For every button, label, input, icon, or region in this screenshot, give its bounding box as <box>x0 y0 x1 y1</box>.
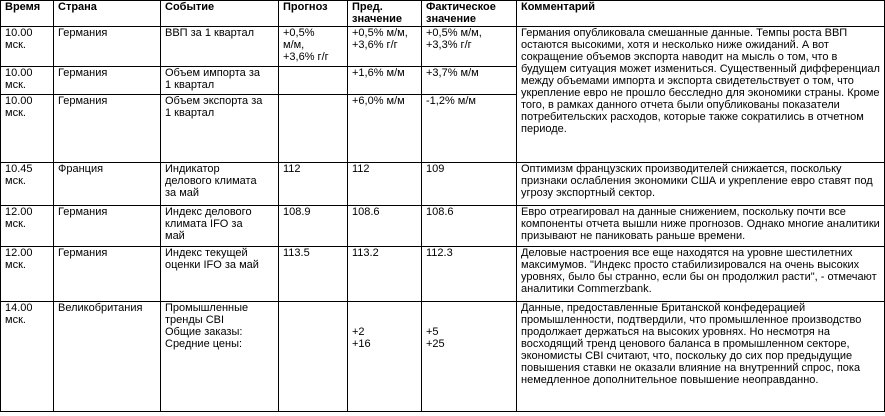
cell-actual: 109 <box>422 163 517 206</box>
table-row <box>1 302 885 412</box>
header-time: Время <box>1 1 54 27</box>
cell-country: Германия <box>54 95 161 163</box>
cell-actual: 108.6 <box>422 206 517 247</box>
cell-country: Германия <box>54 67 161 95</box>
cell-time: 14.00 мск. <box>1 302 54 412</box>
cell-event: Индикатор делового климата за май <box>161 163 279 206</box>
cell-previous: 112 <box>348 163 422 206</box>
table-row <box>1 27 885 67</box>
cell-event: Индекс текущей оценки IFO за май <box>161 247 279 302</box>
cell-actual: +0,5% м/м, +3,3% г/г <box>422 27 517 67</box>
cell-comment: Оптимизм французских производителей снижается, поскольку признаки ослабления экономики США и укрепление евро ставят под угрозу экспортный сектор. <box>517 163 885 206</box>
cell-event: Объем экспорта за 1 квартал <box>161 95 279 163</box>
cell-event: Объем импорта за 1 квартал <box>161 67 279 95</box>
cell-comment: Деловые настроения все еще находятся на уровне шестилетних максимумов. "Индекс просто стабилизировался на очень высоких уровнях, было бы странно, если бы он продолжил расти", - отмечают аналитики Commerzbank. <box>517 247 885 302</box>
cell-previous: 113.2 <box>348 247 422 302</box>
cell-previous: +6,0% м/м <box>348 95 422 163</box>
cell-forecast <box>279 67 348 95</box>
cell-time: 10.00 мск. <box>1 67 54 95</box>
header-forecast: Прогноз <box>279 1 348 27</box>
cell-country: Франция <box>54 163 161 206</box>
cell-time: 10.00 мск. <box>1 95 54 163</box>
cell-time: 12.00 мск. <box>1 206 54 247</box>
table-row <box>1 163 885 206</box>
cell-previous: 108.6 <box>348 206 422 247</box>
cell-country: Великобритания <box>54 302 161 412</box>
cell-event: Индекс делового климата IFO за май <box>161 206 279 247</box>
cell-previous: +0,5% м/м, +3,6% г/г <box>348 27 422 67</box>
cell-forecast <box>279 302 348 412</box>
cell-previous: +2 +16 <box>348 302 422 412</box>
header-actual: Фактическое значение <box>422 1 517 27</box>
header-event: Событие <box>161 1 279 27</box>
cell-comment: Евро отреагировал на данные снижением, поскольку почти все компоненты отчета вышли ниже прогнозов. Однако многие аналитики призывают не паниковать раньше времени. <box>517 206 885 247</box>
table-row <box>1 247 885 302</box>
cell-forecast: 113.5 <box>279 247 348 302</box>
cell-comment-germany: Германия опубликовала смешанные данные. Темпы роста ВВП остаются высокими, хотя и несколько ниже ожиданий. А вот сокращение объемов экспорта наводит на мысль о том, что в будущем ситуация может измениться. Существенный дифференциал между объемами импорта и экспорта свидетельствует о том, что укрепление евро не прошло бесследно для экономики страны. Кроме того, в рамках данного отчета были опубликованы показатели потребительских расходов, которые также сократились в отчетном периоде. <box>517 27 885 163</box>
cell-time: 10.00 мск. <box>1 27 54 67</box>
cell-forecast: 112 <box>279 163 348 206</box>
cell-forecast <box>279 95 348 163</box>
header-comment: Комментарий <box>517 1 885 27</box>
cell-event: Промышленные тренды CBI Общие заказы: Средние цены: <box>161 302 279 412</box>
cell-time: 10.45 мск. <box>1 163 54 206</box>
cell-actual: +5 +25 <box>422 302 517 412</box>
header-row <box>1 1 885 27</box>
cell-previous: +1,6% м/м <box>348 67 422 95</box>
cell-comment: Данные, предоставленные Британской конфедерацией промышленности, подтвердили, что промышленное производство продолжает держаться на высоких уровнях. Но несмотря на восходящий тренд ценового баланса в промышленном секторе, экономисты CBI считают, что, поскольку до сих пор предыдущие повышения ставки не оказали влияние на внутренний спрос, пока немедленное дополнительное повышение неоправданно. <box>517 302 885 412</box>
cell-event: ВВП за 1 квартал <box>161 27 279 67</box>
cell-forecast: +0,5% м/м, +3,6% г/г <box>279 27 348 67</box>
cell-actual: -1,2% м/м <box>422 95 517 163</box>
cell-actual: 112.3 <box>422 247 517 302</box>
table-row <box>1 206 885 247</box>
cell-country: Германия <box>54 206 161 247</box>
header-previous: Пред. значение <box>348 1 422 27</box>
cell-country: Германия <box>54 27 161 67</box>
cell-actual: +3,7% м/м <box>422 67 517 95</box>
cell-country: Германия <box>54 247 161 302</box>
cell-forecast: 108.9 <box>279 206 348 247</box>
header-country: Страна <box>54 1 161 27</box>
cell-time: 12.00 мск. <box>1 247 54 302</box>
